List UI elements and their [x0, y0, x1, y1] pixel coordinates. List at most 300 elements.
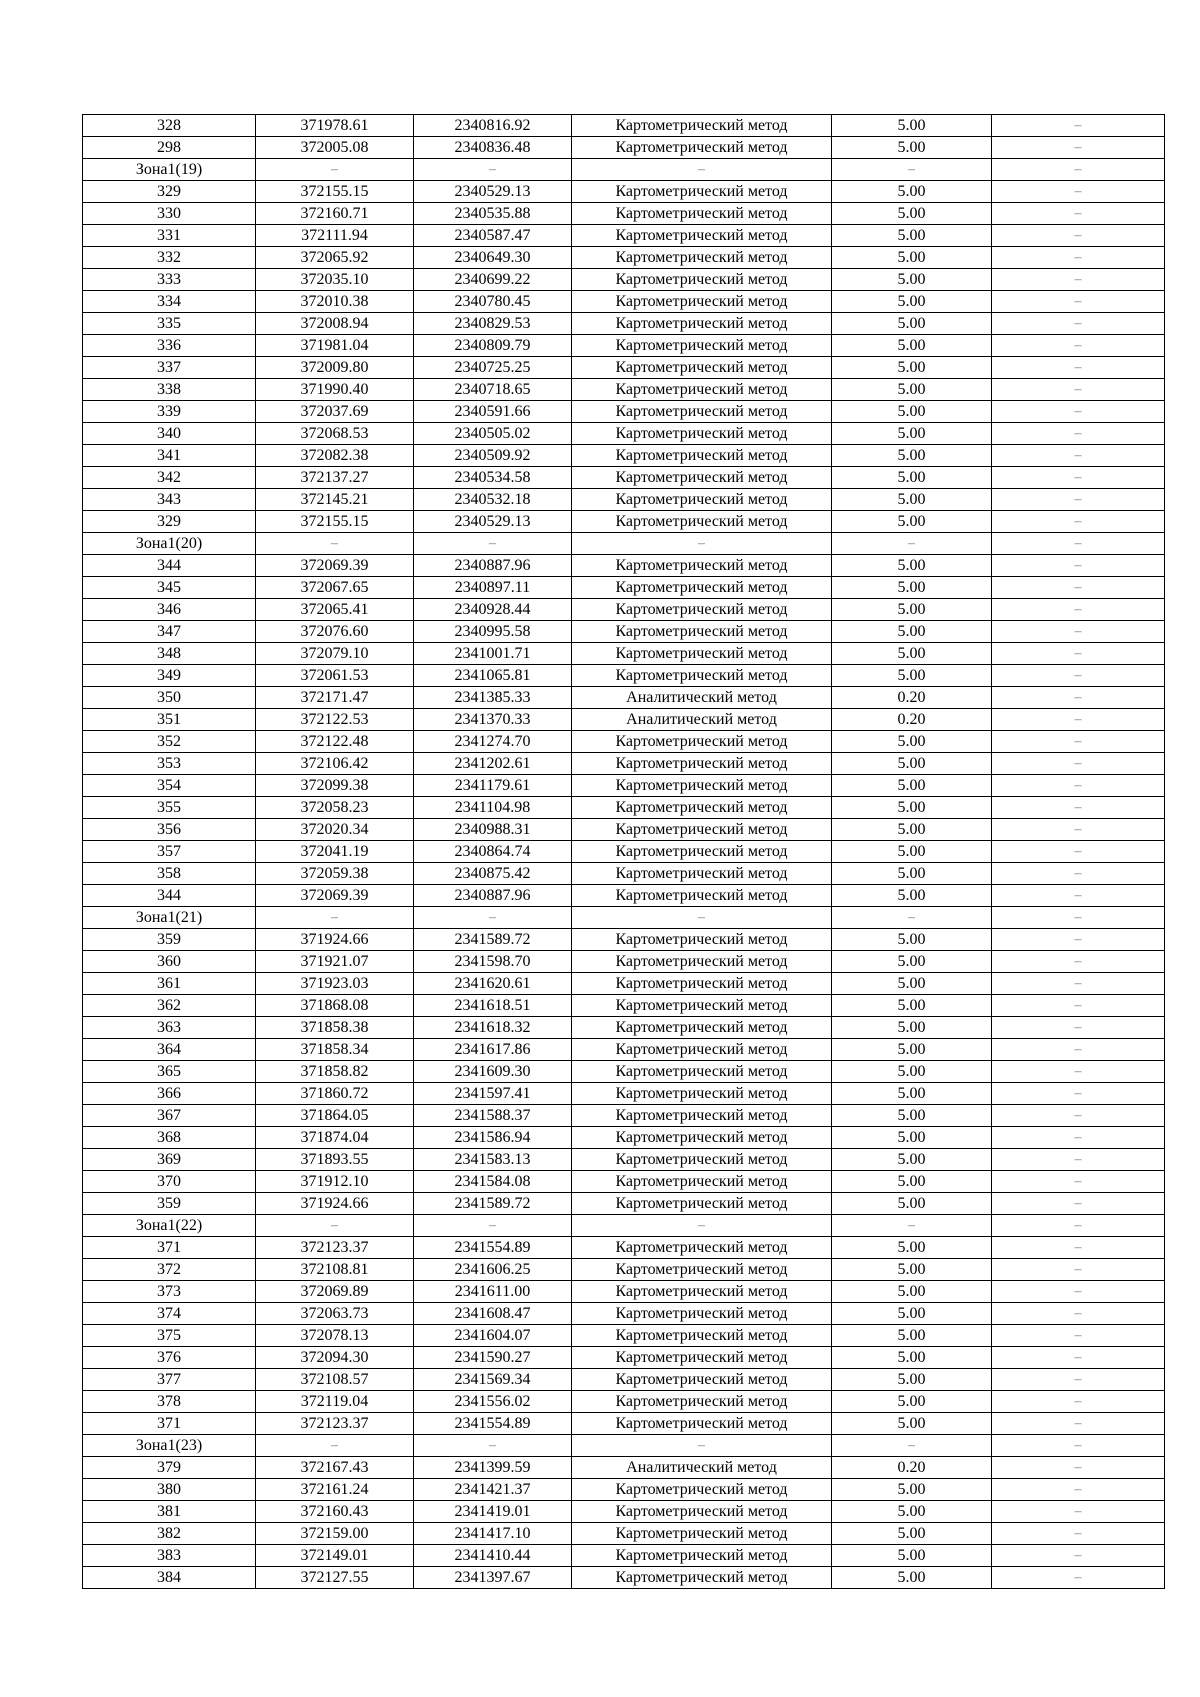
method-cell: Картометрический метод	[572, 379, 832, 401]
x-coordinate-cell: –	[256, 907, 414, 929]
note-cell: –	[992, 1479, 1165, 1501]
x-coordinate-cell: 371921.07	[256, 951, 414, 973]
point-number-cell: 348	[83, 643, 256, 665]
table-row	[83, 511, 1165, 533]
table-row	[83, 1017, 1165, 1039]
point-number-cell: 341	[83, 445, 256, 467]
point-number-cell: 378	[83, 1391, 256, 1413]
x-coordinate-cell: 371912.10	[256, 1171, 414, 1193]
accuracy-cell: 5.00	[832, 1237, 992, 1259]
note-cell: –	[992, 907, 1165, 929]
accuracy-cell: 0.20	[832, 709, 992, 731]
zone-header-row	[83, 907, 1165, 929]
method-cell: Картометрический метод	[572, 555, 832, 577]
note-cell: –	[992, 929, 1165, 951]
method-cell: Картометрический метод	[572, 269, 832, 291]
table-row	[83, 467, 1165, 489]
method-cell: Картометрический метод	[572, 489, 832, 511]
note-cell: –	[992, 731, 1165, 753]
accuracy-cell: 5.00	[832, 775, 992, 797]
method-cell: Картометрический метод	[572, 775, 832, 797]
y-coordinate-cell: 2341589.72	[414, 929, 572, 951]
x-coordinate-cell: 372171.47	[256, 687, 414, 709]
table-row	[83, 1479, 1165, 1501]
point-number-cell: 373	[83, 1281, 256, 1303]
point-number-cell: 376	[83, 1347, 256, 1369]
y-coordinate-cell: 2341397.67	[414, 1567, 572, 1589]
method-cell: Аналитический метод	[572, 709, 832, 731]
y-coordinate-cell: 2340699.22	[414, 269, 572, 291]
table-row	[83, 401, 1165, 423]
note-cell: –	[992, 753, 1165, 775]
note-cell: –	[992, 1039, 1165, 1061]
method-cell: Картометрический метод	[572, 181, 832, 203]
table-row	[83, 1083, 1165, 1105]
point-number-cell: 342	[83, 467, 256, 489]
x-coordinate-cell: 372069.89	[256, 1281, 414, 1303]
note-cell: –	[992, 665, 1165, 687]
table-row	[83, 731, 1165, 753]
accuracy-cell: 5.00	[832, 313, 992, 335]
table-row	[83, 665, 1165, 687]
note-cell: –	[992, 577, 1165, 599]
method-cell: Картометрический метод	[572, 1061, 832, 1083]
method-cell: Картометрический метод	[572, 313, 832, 335]
note-cell: –	[992, 1149, 1165, 1171]
point-number-cell: 360	[83, 951, 256, 973]
note-cell: –	[992, 1193, 1165, 1215]
note-cell: –	[992, 1435, 1165, 1457]
method-cell: Картометрический метод	[572, 225, 832, 247]
x-coordinate-cell: 372145.21	[256, 489, 414, 511]
point-number-cell: 367	[83, 1105, 256, 1127]
accuracy-cell: 0.20	[832, 1457, 992, 1479]
point-number-cell: 353	[83, 753, 256, 775]
x-coordinate-cell: 371978.61	[256, 115, 414, 137]
point-number-cell: 361	[83, 973, 256, 995]
x-coordinate-cell: 372161.24	[256, 1479, 414, 1501]
y-coordinate-cell: 2340836.48	[414, 137, 572, 159]
x-coordinate-cell: –	[256, 1435, 414, 1457]
note-cell: –	[992, 203, 1165, 225]
note-cell: –	[992, 1457, 1165, 1479]
point-number-cell: 333	[83, 269, 256, 291]
table-row	[83, 489, 1165, 511]
note-cell: –	[992, 621, 1165, 643]
x-coordinate-cell: 371923.03	[256, 973, 414, 995]
table-row	[83, 643, 1165, 665]
note-cell: –	[992, 1413, 1165, 1435]
method-cell: Картометрический метод	[572, 863, 832, 885]
accuracy-cell: 5.00	[832, 1347, 992, 1369]
table-row	[83, 1567, 1165, 1589]
method-cell: Картометрический метод	[572, 885, 832, 907]
accuracy-cell: 5.00	[832, 137, 992, 159]
y-coordinate-cell: 2340875.42	[414, 863, 572, 885]
method-cell: Картометрический метод	[572, 1259, 832, 1281]
y-coordinate-cell: 2340816.92	[414, 115, 572, 137]
method-cell: Картометрический метод	[572, 577, 832, 599]
table-row	[83, 1523, 1165, 1545]
y-coordinate-cell: 2341604.07	[414, 1325, 572, 1347]
accuracy-cell: 5.00	[832, 1149, 992, 1171]
table-row	[83, 137, 1165, 159]
y-coordinate-cell: 2340529.13	[414, 511, 572, 533]
point-number-cell: Зона1(20)	[83, 533, 256, 555]
point-number-cell: 340	[83, 423, 256, 445]
x-coordinate-cell: 372111.94	[256, 225, 414, 247]
method-cell: Картометрический метод	[572, 731, 832, 753]
accuracy-cell: 5.00	[832, 797, 992, 819]
x-coordinate-cell: 372159.00	[256, 1523, 414, 1545]
note-cell: –	[992, 401, 1165, 423]
accuracy-cell: 5.00	[832, 445, 992, 467]
point-number-cell: 347	[83, 621, 256, 643]
note-cell: –	[992, 1281, 1165, 1303]
table-row	[83, 973, 1165, 995]
method-cell: Картометрический метод	[572, 929, 832, 951]
note-cell: –	[992, 159, 1165, 181]
y-coordinate-cell: 2341065.81	[414, 665, 572, 687]
y-coordinate-cell: 2341410.44	[414, 1545, 572, 1567]
y-coordinate-cell: 2341419.01	[414, 1501, 572, 1523]
accuracy-cell: 5.00	[832, 1083, 992, 1105]
table-row	[83, 819, 1165, 841]
x-coordinate-cell: 371858.82	[256, 1061, 414, 1083]
method-cell: Картометрический метод	[572, 423, 832, 445]
y-coordinate-cell: 2341588.37	[414, 1105, 572, 1127]
table-row	[83, 1501, 1165, 1523]
table-row	[83, 709, 1165, 731]
note-cell: –	[992, 467, 1165, 489]
y-coordinate-cell: –	[414, 159, 572, 181]
x-coordinate-cell: 371893.55	[256, 1149, 414, 1171]
y-coordinate-cell: 2340988.31	[414, 819, 572, 841]
y-coordinate-cell: 2341104.98	[414, 797, 572, 819]
x-coordinate-cell: 372094.30	[256, 1347, 414, 1369]
accuracy-cell: 5.00	[832, 1479, 992, 1501]
y-coordinate-cell: 2340509.92	[414, 445, 572, 467]
y-coordinate-cell: 2341608.47	[414, 1303, 572, 1325]
table-row	[83, 181, 1165, 203]
point-number-cell: 337	[83, 357, 256, 379]
point-number-cell: 329	[83, 181, 256, 203]
y-coordinate-cell: 2341620.61	[414, 973, 572, 995]
note-cell: –	[992, 1523, 1165, 1545]
x-coordinate-cell: 372069.39	[256, 885, 414, 907]
table-row	[83, 379, 1165, 401]
point-number-cell: 343	[83, 489, 256, 511]
point-number-cell: 377	[83, 1369, 256, 1391]
y-coordinate-cell: 2340649.30	[414, 247, 572, 269]
note-cell: –	[992, 357, 1165, 379]
note-cell: –	[992, 225, 1165, 247]
point-number-cell: 336	[83, 335, 256, 357]
note-cell: –	[992, 951, 1165, 973]
point-number-cell: 338	[83, 379, 256, 401]
y-coordinate-cell: 2341421.37	[414, 1479, 572, 1501]
accuracy-cell: 5.00	[832, 423, 992, 445]
y-coordinate-cell: 2341417.10	[414, 1523, 572, 1545]
accuracy-cell: 5.00	[832, 1193, 992, 1215]
table-row	[83, 1061, 1165, 1083]
table-body	[83, 115, 1165, 1589]
y-coordinate-cell: 2341399.59	[414, 1457, 572, 1479]
method-cell: –	[572, 1215, 832, 1237]
point-number-cell: 362	[83, 995, 256, 1017]
y-coordinate-cell: 2341370.33	[414, 709, 572, 731]
x-coordinate-cell: 371858.34	[256, 1039, 414, 1061]
method-cell: Картометрический метод	[572, 335, 832, 357]
y-coordinate-cell: 2340897.11	[414, 577, 572, 599]
point-number-cell: 355	[83, 797, 256, 819]
note-cell: –	[992, 885, 1165, 907]
point-number-cell: Зона1(23)	[83, 1435, 256, 1457]
method-cell: Картометрический метод	[572, 1501, 832, 1523]
x-coordinate-cell: 372068.53	[256, 423, 414, 445]
method-cell: Аналитический метод	[572, 687, 832, 709]
point-number-cell: 368	[83, 1127, 256, 1149]
table-row	[83, 577, 1165, 599]
method-cell: –	[572, 1435, 832, 1457]
note-cell: –	[992, 247, 1165, 269]
x-coordinate-cell: 372149.01	[256, 1545, 414, 1567]
accuracy-cell: 5.00	[832, 357, 992, 379]
accuracy-cell: 5.00	[832, 1567, 992, 1589]
accuracy-cell: –	[832, 159, 992, 181]
table-row	[83, 753, 1165, 775]
method-cell: Картометрический метод	[572, 1545, 832, 1567]
x-coordinate-cell: 372058.23	[256, 797, 414, 819]
y-coordinate-cell: 2340829.53	[414, 313, 572, 335]
y-coordinate-cell: 2340535.88	[414, 203, 572, 225]
y-coordinate-cell: 2340928.44	[414, 599, 572, 621]
x-coordinate-cell: 372122.48	[256, 731, 414, 753]
note-cell: –	[992, 269, 1165, 291]
note-cell: –	[992, 137, 1165, 159]
table-row	[83, 1127, 1165, 1149]
method-cell: Картометрический метод	[572, 1413, 832, 1435]
table-row	[83, 599, 1165, 621]
x-coordinate-cell: 371860.72	[256, 1083, 414, 1105]
table-row	[83, 1171, 1165, 1193]
accuracy-cell: 5.00	[832, 841, 992, 863]
accuracy-cell: 5.00	[832, 577, 992, 599]
accuracy-cell: 5.00	[832, 115, 992, 137]
point-number-cell: 334	[83, 291, 256, 313]
method-cell: Картометрический метод	[572, 599, 832, 621]
x-coordinate-cell: 372063.73	[256, 1303, 414, 1325]
x-coordinate-cell: 372005.08	[256, 137, 414, 159]
method-cell: Картометрический метод	[572, 115, 832, 137]
accuracy-cell: 5.00	[832, 225, 992, 247]
point-number-cell: 372	[83, 1259, 256, 1281]
method-cell: Картометрический метод	[572, 1149, 832, 1171]
y-coordinate-cell: –	[414, 1215, 572, 1237]
note-cell: –	[992, 995, 1165, 1017]
x-coordinate-cell: 372122.53	[256, 709, 414, 731]
y-coordinate-cell: 2340887.96	[414, 885, 572, 907]
method-cell: Картометрический метод	[572, 995, 832, 1017]
point-number-cell: 352	[83, 731, 256, 753]
x-coordinate-cell: 371990.40	[256, 379, 414, 401]
point-number-cell: 383	[83, 1545, 256, 1567]
method-cell: Картометрический метод	[572, 203, 832, 225]
y-coordinate-cell: 2341586.94	[414, 1127, 572, 1149]
y-coordinate-cell: 2340809.79	[414, 335, 572, 357]
y-coordinate-cell: 2340534.58	[414, 467, 572, 489]
note-cell: –	[992, 775, 1165, 797]
x-coordinate-cell: –	[256, 159, 414, 181]
method-cell: Картометрический метод	[572, 951, 832, 973]
x-coordinate-cell: 372079.10	[256, 643, 414, 665]
table-row	[83, 1545, 1165, 1567]
x-coordinate-cell: 372010.38	[256, 291, 414, 313]
x-coordinate-cell: 372123.37	[256, 1413, 414, 1435]
accuracy-cell: 5.00	[832, 885, 992, 907]
point-number-cell: 357	[83, 841, 256, 863]
table-row	[83, 1347, 1165, 1369]
y-coordinate-cell: 2340780.45	[414, 291, 572, 313]
point-number-cell: 366	[83, 1083, 256, 1105]
accuracy-cell: 5.00	[832, 291, 992, 313]
table-row	[83, 1105, 1165, 1127]
note-cell: –	[992, 445, 1165, 467]
x-coordinate-cell: 372160.71	[256, 203, 414, 225]
table-row	[83, 1303, 1165, 1325]
accuracy-cell: 5.00	[832, 929, 992, 951]
method-cell: Картометрический метод	[572, 467, 832, 489]
y-coordinate-cell: –	[414, 1435, 572, 1457]
accuracy-cell: 5.00	[832, 819, 992, 841]
point-number-cell: Зона1(22)	[83, 1215, 256, 1237]
table-row	[83, 1413, 1165, 1435]
accuracy-cell: 5.00	[832, 1391, 992, 1413]
method-cell: Картометрический метод	[572, 1567, 832, 1589]
table-row	[83, 1149, 1165, 1171]
method-cell: Картометрический метод	[572, 753, 832, 775]
y-coordinate-cell: 2341617.86	[414, 1039, 572, 1061]
accuracy-cell: 5.00	[832, 951, 992, 973]
x-coordinate-cell: 372167.43	[256, 1457, 414, 1479]
point-number-cell: 371	[83, 1237, 256, 1259]
point-number-cell: 344	[83, 555, 256, 577]
point-number-cell: 330	[83, 203, 256, 225]
note-cell: –	[992, 533, 1165, 555]
method-cell: Картометрический метод	[572, 1039, 832, 1061]
accuracy-cell: 5.00	[832, 269, 992, 291]
table-row	[83, 775, 1165, 797]
x-coordinate-cell: –	[256, 533, 414, 555]
method-cell: Картометрический метод	[572, 643, 832, 665]
accuracy-cell: 5.00	[832, 621, 992, 643]
table-row	[83, 291, 1165, 313]
table-row	[83, 1281, 1165, 1303]
accuracy-cell: 5.00	[832, 401, 992, 423]
y-coordinate-cell: 2341597.41	[414, 1083, 572, 1105]
x-coordinate-cell: 372076.60	[256, 621, 414, 643]
point-number-cell: 346	[83, 599, 256, 621]
table-row	[83, 1259, 1165, 1281]
accuracy-cell: –	[832, 1215, 992, 1237]
x-coordinate-cell: 372123.37	[256, 1237, 414, 1259]
accuracy-cell: 5.00	[832, 599, 992, 621]
accuracy-cell: 5.00	[832, 489, 992, 511]
point-number-cell: 359	[83, 1193, 256, 1215]
x-coordinate-cell: 372082.38	[256, 445, 414, 467]
note-cell: –	[992, 1061, 1165, 1083]
accuracy-cell: 5.00	[832, 511, 992, 533]
note-cell: –	[992, 313, 1165, 335]
note-cell: –	[992, 1303, 1165, 1325]
x-coordinate-cell: 372065.41	[256, 599, 414, 621]
x-coordinate-cell: 372137.27	[256, 467, 414, 489]
y-coordinate-cell: 2341554.89	[414, 1413, 572, 1435]
accuracy-cell: 5.00	[832, 1127, 992, 1149]
point-number-cell: 350	[83, 687, 256, 709]
table-row	[83, 951, 1165, 973]
accuracy-cell: 5.00	[832, 335, 992, 357]
table-row	[83, 1237, 1165, 1259]
table-row	[83, 1391, 1165, 1413]
table-row	[83, 115, 1165, 137]
method-cell: Картометрический метод	[572, 1325, 832, 1347]
y-coordinate-cell: 2340529.13	[414, 181, 572, 203]
y-coordinate-cell: 2340718.65	[414, 379, 572, 401]
point-number-cell: 339	[83, 401, 256, 423]
table-row	[83, 225, 1165, 247]
table-row	[83, 797, 1165, 819]
method-cell: Картометрический метод	[572, 445, 832, 467]
y-coordinate-cell: 2341179.61	[414, 775, 572, 797]
accuracy-cell: –	[832, 907, 992, 929]
accuracy-cell: 5.00	[832, 1413, 992, 1435]
note-cell: –	[992, 1083, 1165, 1105]
accuracy-cell: 5.00	[832, 1105, 992, 1127]
zone-header-row	[83, 1215, 1165, 1237]
note-cell: –	[992, 335, 1165, 357]
y-coordinate-cell: 2341202.61	[414, 753, 572, 775]
table-row	[83, 269, 1165, 291]
accuracy-cell: 5.00	[832, 753, 992, 775]
y-coordinate-cell: 2341569.34	[414, 1369, 572, 1391]
y-coordinate-cell: 2340587.47	[414, 225, 572, 247]
zone-header-row	[83, 159, 1165, 181]
accuracy-cell: 5.00	[832, 731, 992, 753]
x-coordinate-cell: 372008.94	[256, 313, 414, 335]
method-cell: Картометрический метод	[572, 621, 832, 643]
method-cell: Картометрический метод	[572, 1083, 832, 1105]
y-coordinate-cell: 2341385.33	[414, 687, 572, 709]
x-coordinate-cell: 372041.19	[256, 841, 414, 863]
y-coordinate-cell: –	[414, 907, 572, 929]
accuracy-cell: 5.00	[832, 1039, 992, 1061]
note-cell: –	[992, 1391, 1165, 1413]
point-number-cell: 379	[83, 1457, 256, 1479]
point-number-cell: 369	[83, 1149, 256, 1171]
note-cell: –	[992, 489, 1165, 511]
x-coordinate-cell: 372009.80	[256, 357, 414, 379]
y-coordinate-cell: 2340887.96	[414, 555, 572, 577]
point-number-cell: 370	[83, 1171, 256, 1193]
note-cell: –	[992, 291, 1165, 313]
x-coordinate-cell: 372069.39	[256, 555, 414, 577]
point-number-cell: 382	[83, 1523, 256, 1545]
method-cell: Картометрический метод	[572, 511, 832, 533]
table-row	[83, 423, 1165, 445]
accuracy-cell: 5.00	[832, 181, 992, 203]
accuracy-cell: 5.00	[832, 1523, 992, 1545]
